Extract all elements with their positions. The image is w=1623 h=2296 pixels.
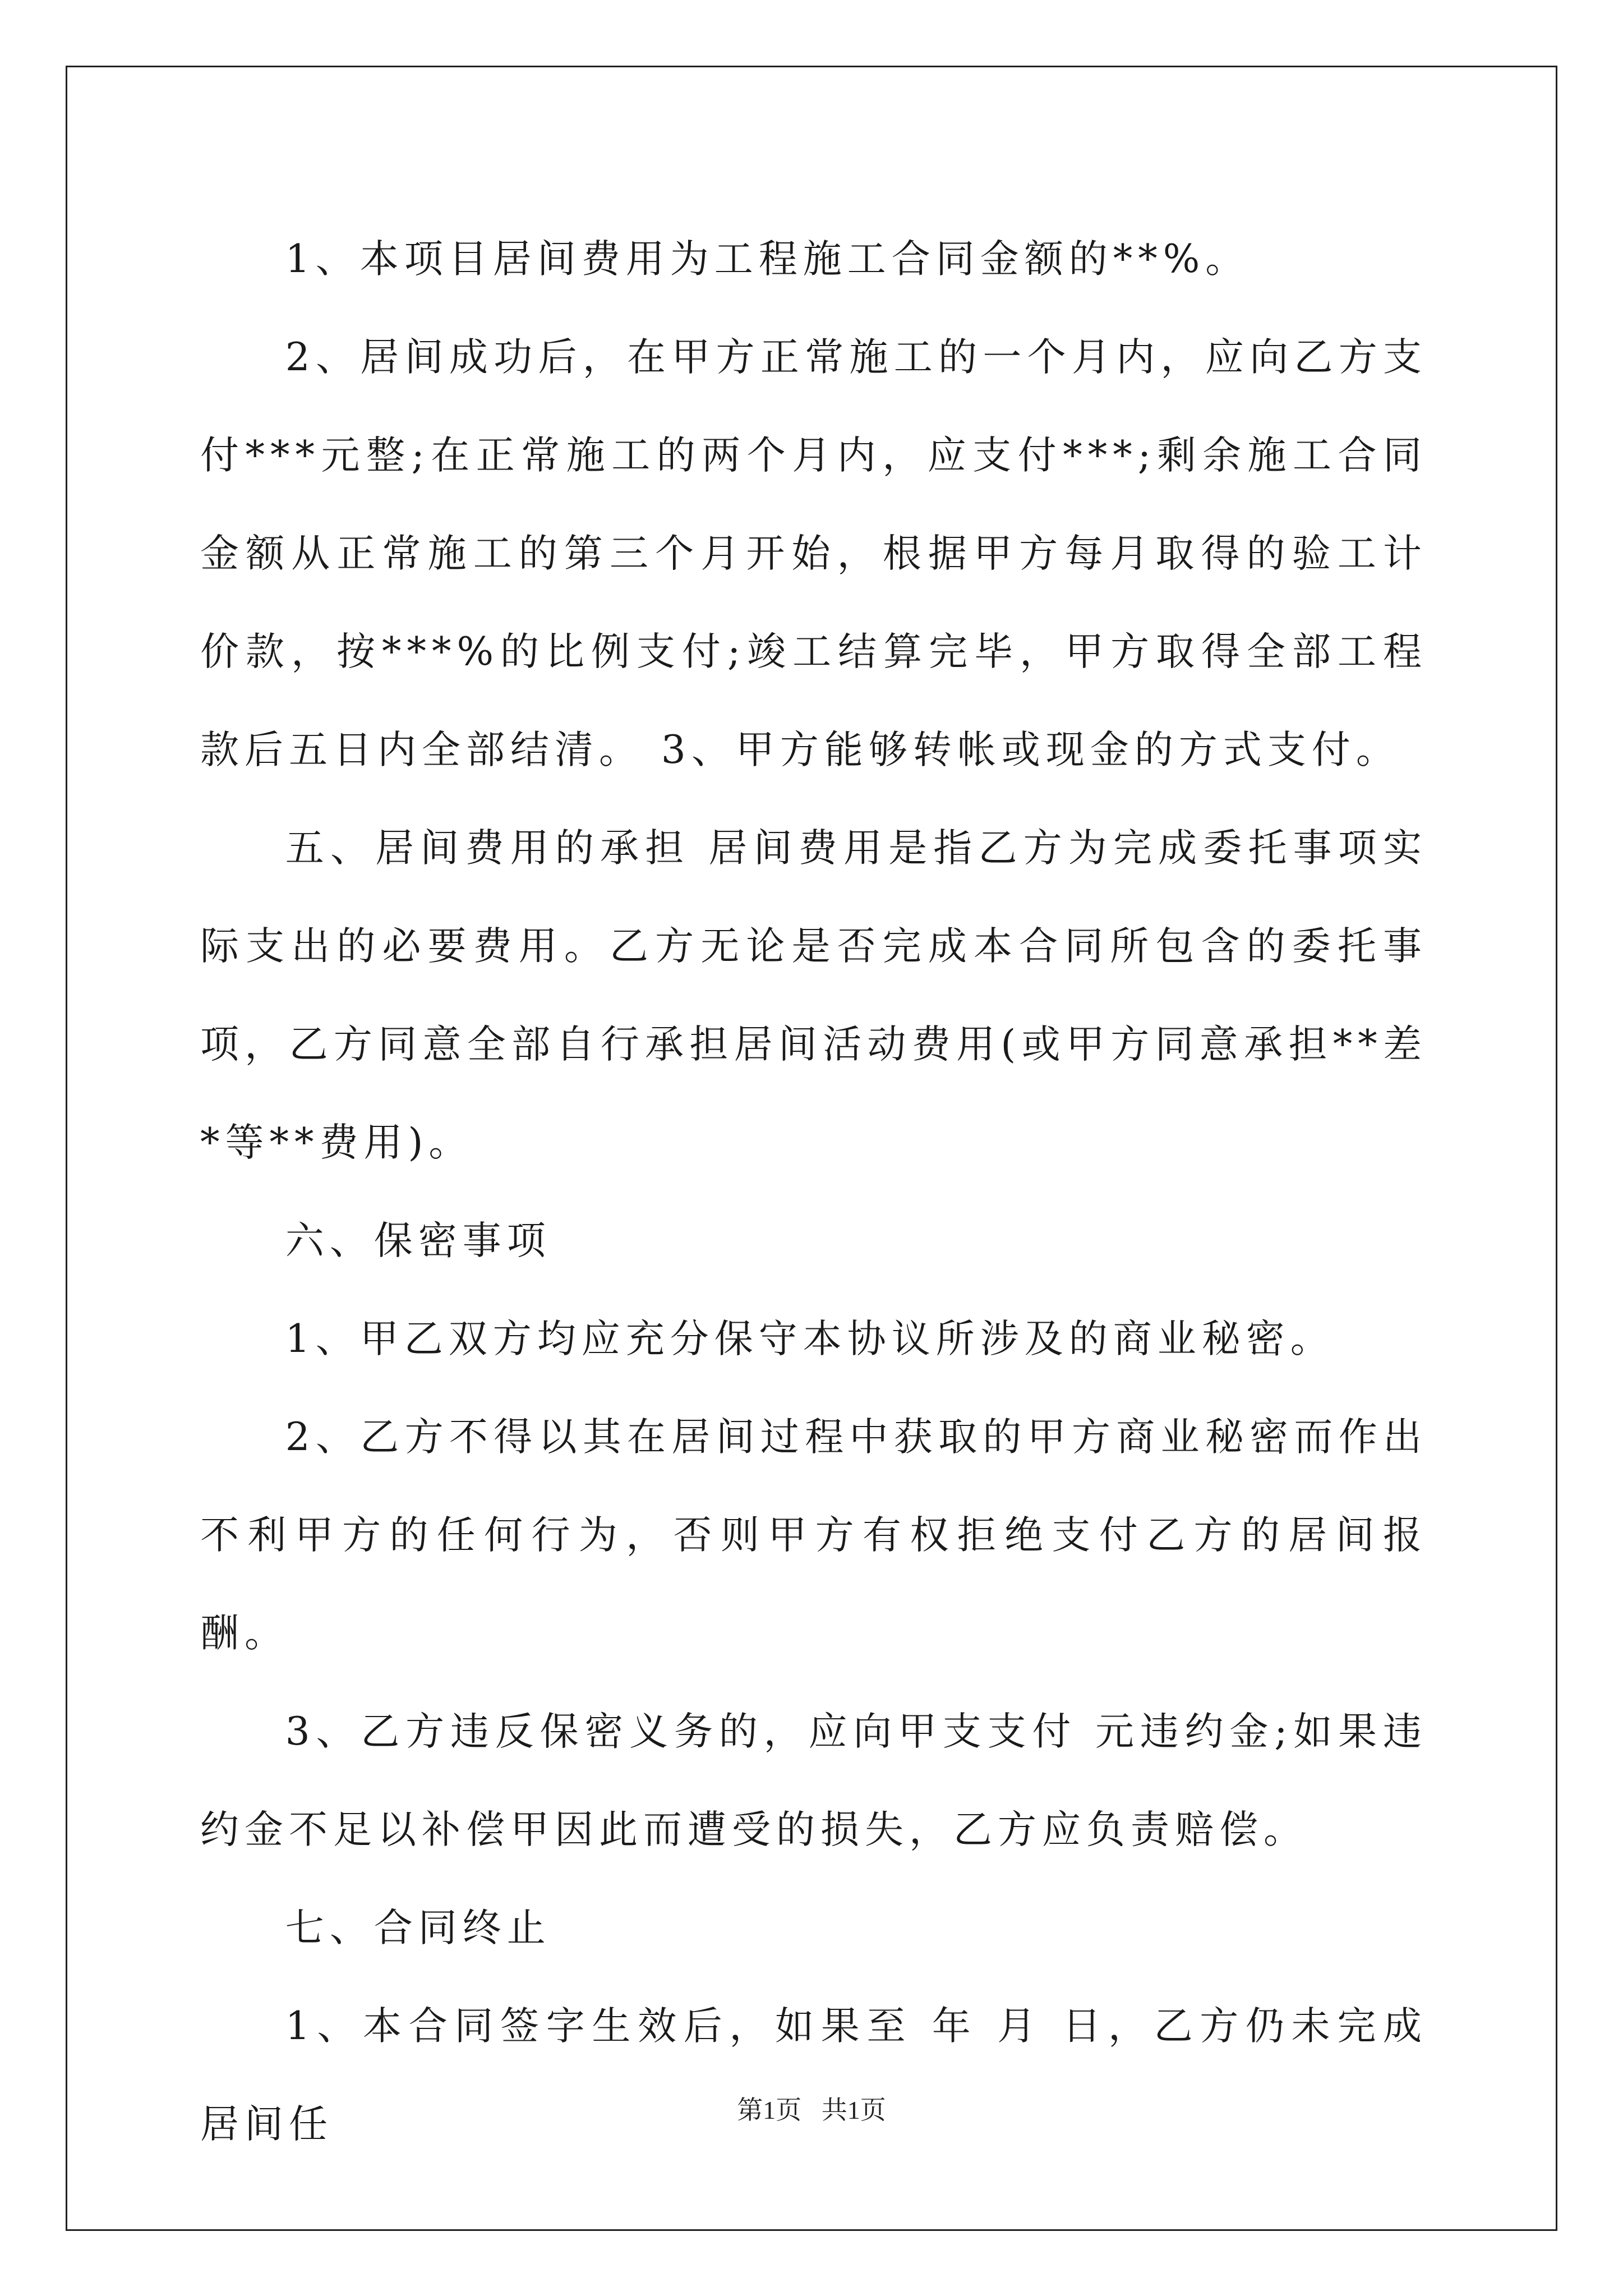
total-pages: 共1页 <box>821 2096 886 2124</box>
paragraph: 3、乙方违反保密义务的，应向甲支支付 元违约金;如果违约金不足以补偿甲因此而遭受的损失，乙方应负责赔偿。 <box>200 1709 1427 1852</box>
section-heading: 七、合同终止 <box>285 1906 551 1950</box>
paragraph: 1、甲乙双方均应充分保守本协议所涉及的商业秘密。 <box>285 1317 1335 1361</box>
paragraph: 1、本合同签字生效后，如果至 年 月 日，乙方仍未完成居间任 <box>200 2004 1427 2147</box>
page-number: 第1页 <box>737 2096 802 2124</box>
section-heading: 六、保密事项 <box>285 1218 551 1263</box>
document-body <box>200 210 1427 2174</box>
paragraph: 2、居间成功后，在甲方正常施工的一个月内，应向乙方支付***元整;在正常施工的两个月内，应支付***;剩余施工合同金额从正常施工的第三个月开始，根据甲方每月取得的验工计价款，按***%的比例支付;竣工结算完毕，甲方取得全部工程款后五日内全部结清。 3、甲方能够转帐或现金的方式支付。 <box>200 335 1427 772</box>
paragraph: 2、乙方不得以其在居间过程中获取的甲方商业秘密而作出不利甲方的任何行为，否则甲方有权拒绝支付乙方的居间报酬。 <box>200 1415 1427 1656</box>
paragraph: 五、居间费用的承担 居间费用是指乙方为完成委托事项实际支出的必要费用。乙方无论是否完成本合同所包含的委托事项，乙方同意全部自行承担居间活动费用(或甲方同意承担**差*等**费用)。 <box>200 826 1427 1165</box>
page-footer <box>0 2090 1623 2127</box>
paragraph: 1、本项目居间费用为工程施工合同金额的**%。 <box>285 237 1250 282</box>
